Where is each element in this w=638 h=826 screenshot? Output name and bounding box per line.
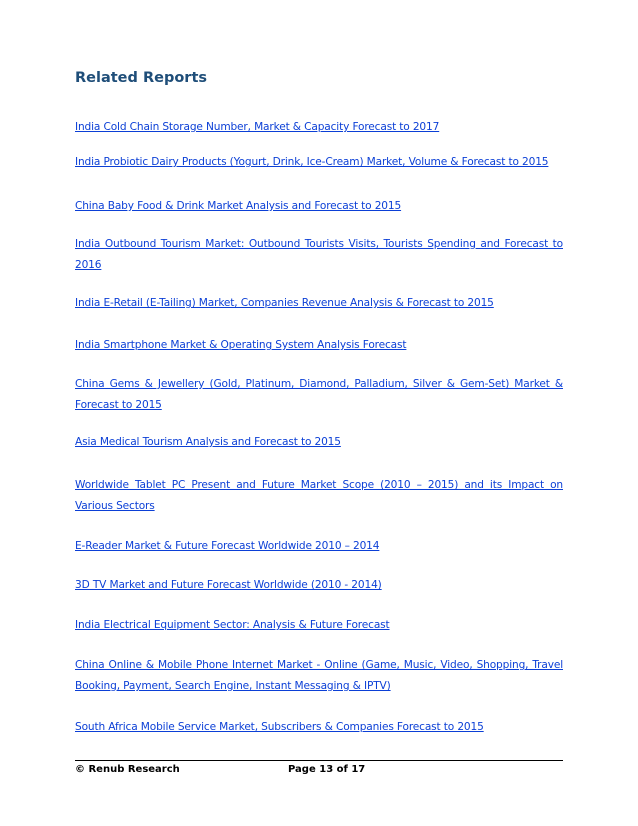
- list-item: [75, 293, 563, 314]
- list-item: [75, 152, 563, 173]
- report-link[interactable]: China Online & Mobile Phone Internet Market - Online (Game, Music, Video, Shopping, Travel Booking, Payment, Search Engine, Instant Messaging & IPTV): [75, 659, 563, 692]
- report-link[interactable]: China Gems & Jewellery (Gold, Platinum, Diamond, Palladium, Silver & Gem-Set) Market & Forecast to 2015: [75, 378, 563, 411]
- report-link[interactable]: Asia Medical Tourism Analysis and Forecast to 2015: [75, 436, 341, 448]
- list-item: [75, 374, 563, 416]
- footer-page-number: Page 13 of 17: [288, 764, 366, 775]
- report-link[interactable]: India E-Retail (E-Tailing) Market, Companies Revenue Analysis & Forecast to 2015: [75, 297, 494, 309]
- list-item: [75, 717, 563, 738]
- list-item: [75, 575, 563, 596]
- report-link[interactable]: India Electrical Equipment Sector: Analysis & Future Forecast: [75, 619, 390, 631]
- report-link[interactable]: India Probiotic Dairy Products (Yogurt, Drink, Ice-Cream) Market, Volume & Forecast to 2015: [75, 156, 549, 168]
- footer-copyright: © Renub Research: [75, 764, 180, 775]
- list-item: [75, 335, 563, 356]
- report-link[interactable]: South Africa Mobile Service Market, Subscribers & Companies Forecast to 2015: [75, 721, 484, 733]
- footer-divider: [75, 760, 563, 761]
- report-link[interactable]: E-Reader Market & Future Forecast Worldwide 2010 – 2014: [75, 540, 380, 552]
- list-item: [75, 475, 563, 517]
- report-link[interactable]: 3D TV Market and Future Forecast Worldwide (2010 - 2014): [75, 579, 382, 591]
- report-link[interactable]: India Outbound Tourism Market: Outbound Tourists Visits, Tourists Spending and Forecast to 2016: [75, 238, 563, 271]
- report-link[interactable]: Worldwide Tablet PC Present and Future Market Scope (2010 – 2015) and its Impact on Various Sectors: [75, 479, 563, 512]
- list-item: [75, 615, 563, 636]
- page-heading: Related Reports: [75, 70, 208, 86]
- list-item: [75, 432, 563, 453]
- list-item: [75, 234, 563, 276]
- report-link[interactable]: China Baby Food & Drink Market Analysis and Forecast to 2015: [75, 200, 402, 212]
- list-item: [75, 196, 563, 217]
- list-item: [75, 655, 563, 697]
- report-link[interactable]: India Cold Chain Storage Number, Market & Capacity Forecast to 2017: [75, 121, 440, 133]
- list-item: [75, 536, 563, 557]
- list-item: [75, 117, 563, 138]
- report-link[interactable]: India Smartphone Market & Operating System Analysis Forecast: [75, 339, 407, 351]
